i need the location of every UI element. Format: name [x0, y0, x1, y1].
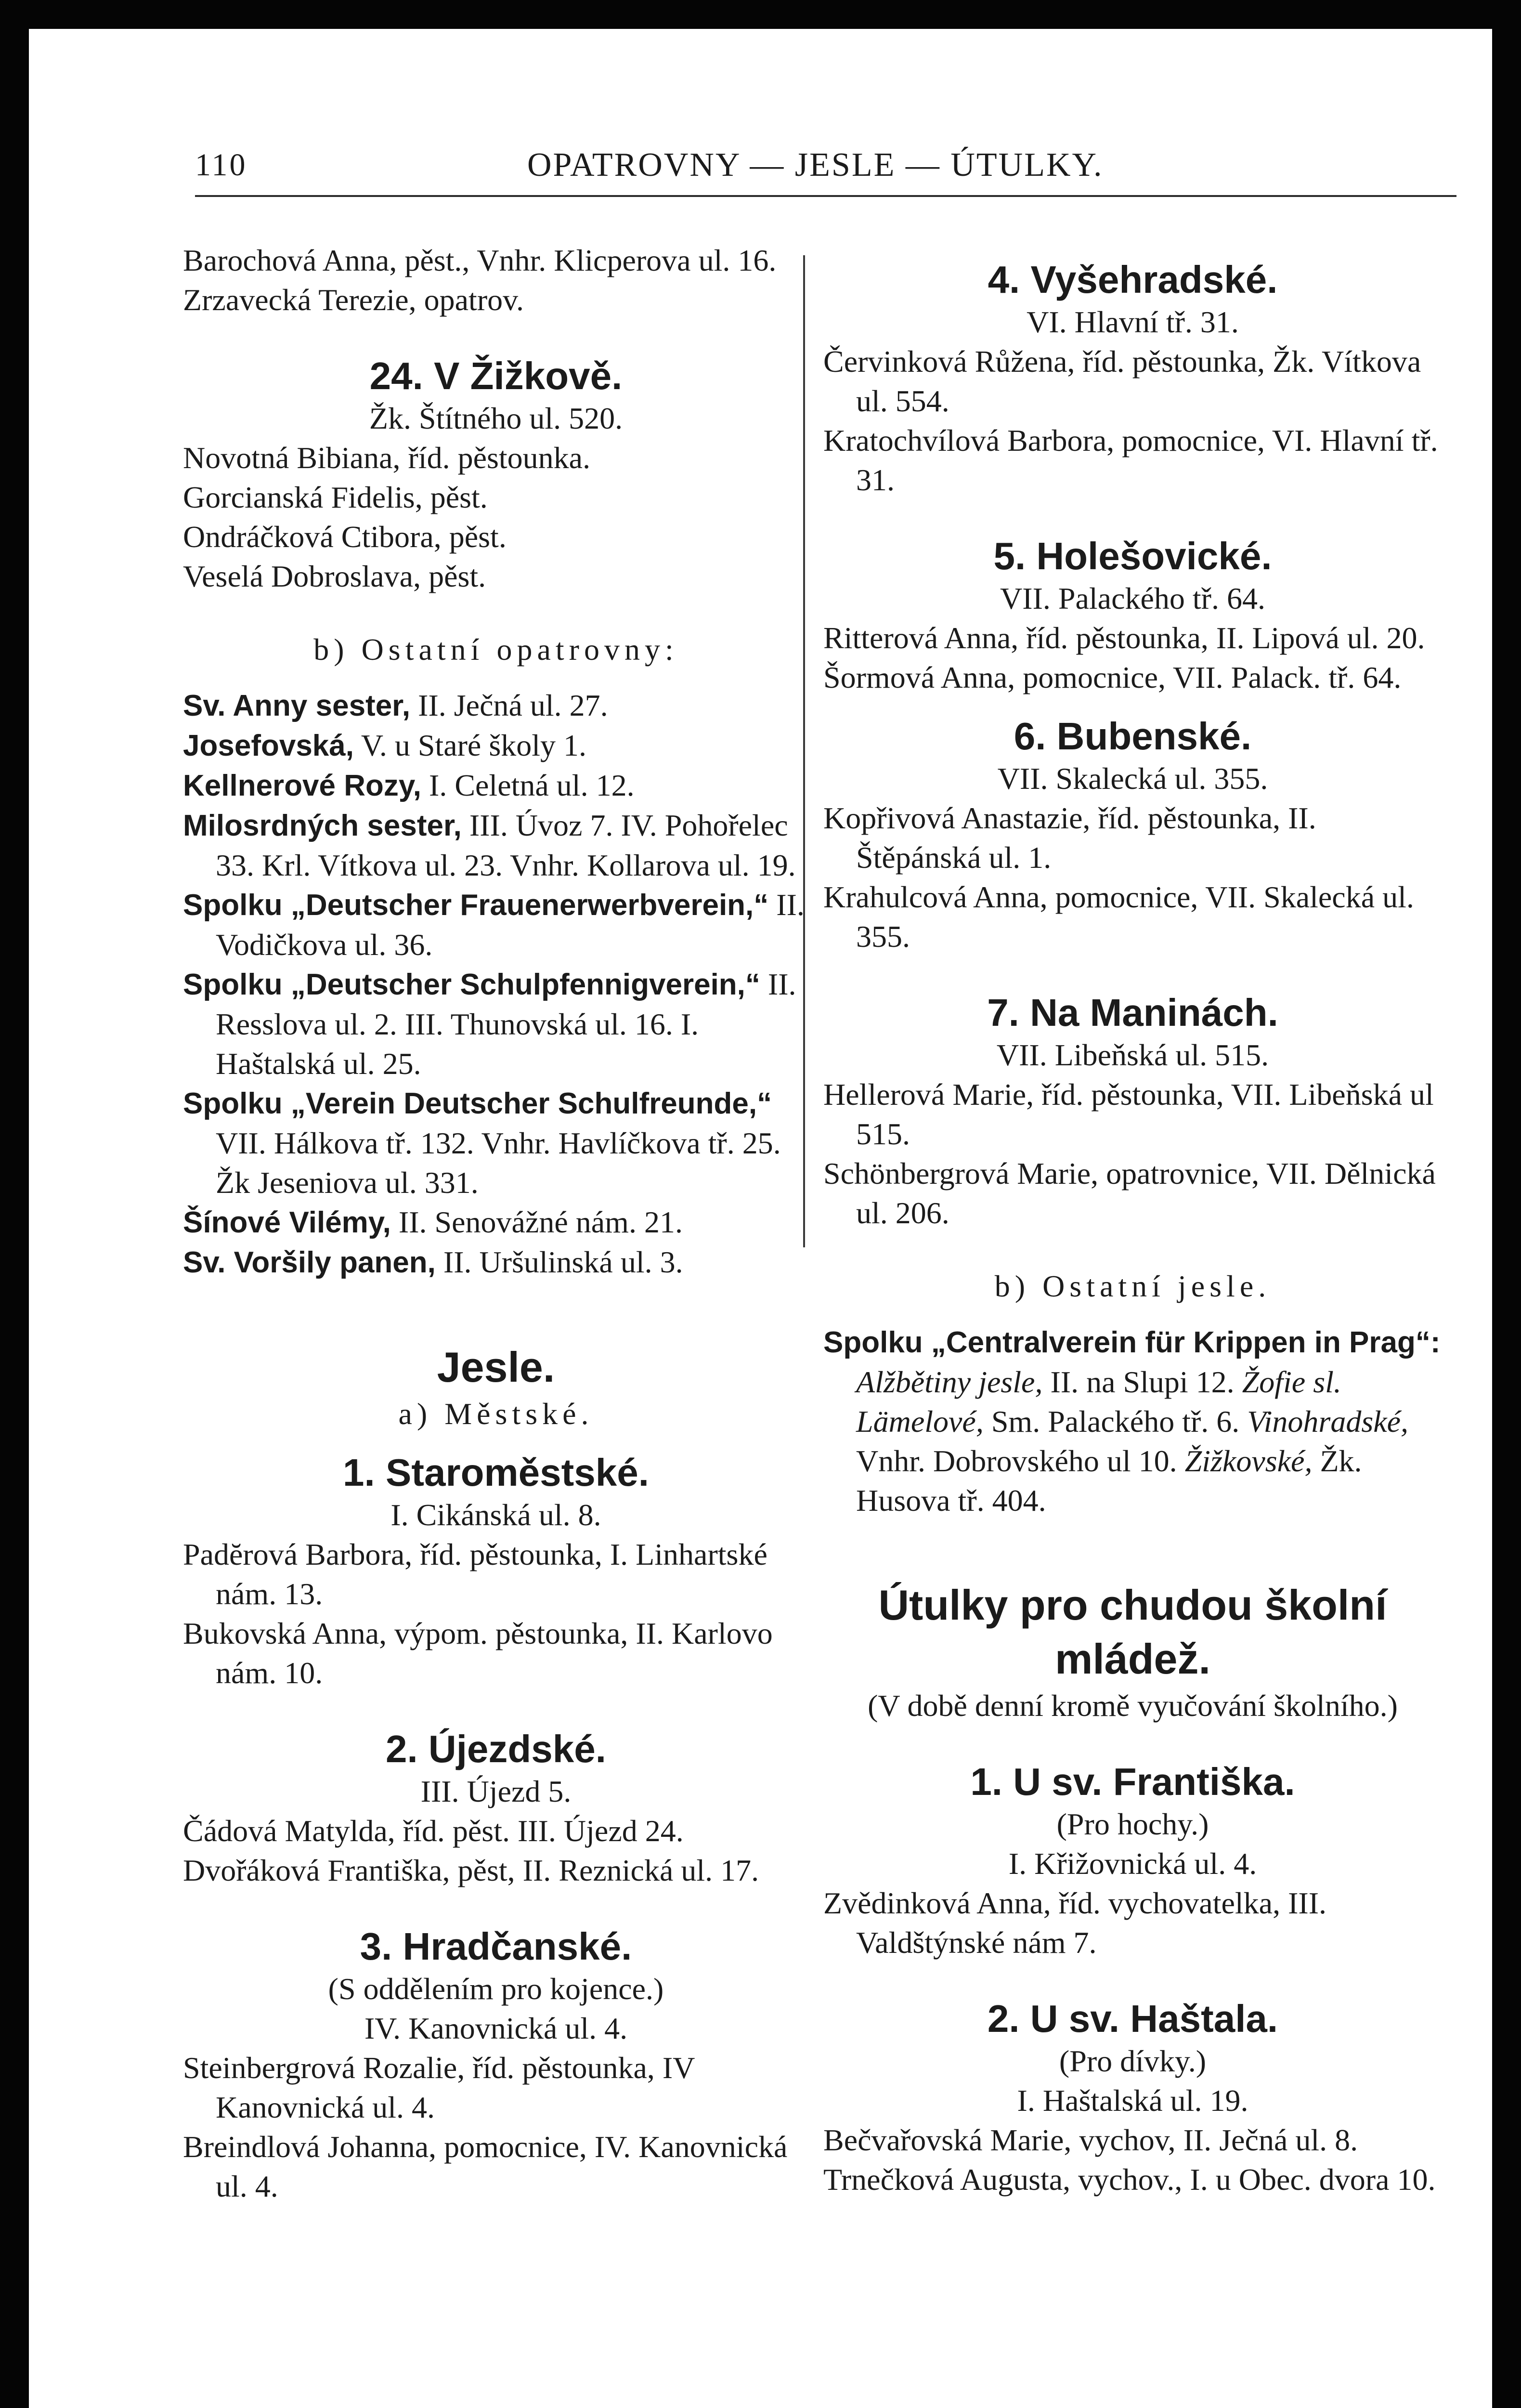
list-item: Sv. Voršily panen, II. Uršulinská ul. 3.	[183, 1245, 683, 1279]
list-item: Bukovská Anna, výpom. pěstounka, II. Karlovo nám. 10.	[183, 1616, 773, 1690]
list-item: Steinbergrová Rozalie, říd. pěstounka, IV Kanovnická ul. 4.	[183, 2051, 695, 2124]
section-title: 7. Na Maninách.	[987, 991, 1278, 1034]
section-address: I. Haštalská ul. 19.	[1017, 2083, 1248, 2118]
section-title: 1. Staroměstské.	[343, 1451, 649, 1494]
list-item: Krahulcová Anna, pomocnice, VII. Skalecká ul. 355.	[823, 880, 1414, 954]
section-title: 1. U sv. Františka.	[970, 1760, 1295, 1803]
chapter-title-jesle: Jesle.	[437, 1343, 555, 1391]
list-item: Sv. Anny sester, II. Ječná ul. 27.	[183, 688, 608, 722]
list-item: Padĕrová Barbora, říd. pěstounka, I. Linhartské nám. 13.	[183, 1537, 767, 1611]
page-header	[195, 137, 1456, 205]
subsection-title-ostatni-opatrovny: b) Ostatní opatrovny:	[313, 632, 678, 667]
section-title: 2. U sv. Haštala.	[987, 1997, 1278, 2040]
list-item: Bečvařovská Marie, vychov, II. Ječná ul. 8.	[823, 2123, 1358, 2157]
section-address: VI. Hlavní tř. 31.	[1027, 305, 1239, 339]
list-item: Kellnerové Rozy, I. Celetná ul. 12.	[183, 768, 635, 802]
book-page	[29, 29, 1492, 2408]
list-item: Ondráčková Ctibora, pěst.	[183, 520, 507, 554]
list-item: Gorcianská Fidelis, pěst.	[183, 480, 488, 514]
section-address: I. Cikánská ul. 8.	[390, 1498, 601, 1532]
section-title: 4. Vyšehradské.	[988, 258, 1278, 301]
header-rule	[195, 195, 1456, 197]
subsection-title-ostatni-jesle: b) Ostatní jesle.	[994, 1269, 1271, 1303]
list-item: Dvořáková Františka, pěst, II. Reznická ul. 17.	[183, 1853, 759, 1887]
list-item: Hellerová Marie, říd. pěstounka, VII. Libeňská ul 515.	[823, 1077, 1434, 1151]
section-title-zizkov: 24. V Žižkově.	[369, 354, 623, 397]
list-item: Spolku „Centralverein für Krippen in Prag“: Alžbětiny jesle, II. na Slupi 12. Žofie sl. Lämelové, Sm. Palackého tř. 6. Vinohradské, Vnhr. Dobrovského ul 10. Žižkovské, Žk. Husova tř. 404.	[823, 1326, 1441, 1518]
section-note: (Pro hochy.)	[1056, 1807, 1209, 1841]
section-address: VII. Libeňská ul. 515.	[996, 1038, 1269, 1072]
list-item: Šínové Vilémy, II. Senovážné nám. 21.	[183, 1205, 683, 1239]
list-item: Šormová Anna, pomocnice, VII. Palack. tř. 64.	[823, 660, 1402, 694]
list-item: Spolku „Verein Deutscher Schulfreunde,“ VII. Hálkova tř. 132. Vnhr. Havlíčkova tř. 25. Žk Jeseniova ul. 331.	[183, 1087, 781, 1200]
subsection-title-mestske: a) Městské.	[398, 1397, 594, 1431]
list-item: Zrzavecká Terezie, opatrov.	[183, 283, 524, 317]
list-item: Trnečková Augusta, vychov., I. u Obec. dvora 10.	[823, 2162, 1436, 2197]
list-item: Novotná Bibiana, říd. pěstounka.	[183, 441, 591, 475]
list-item: Kopřivová Anastazie, říd. pěstounka, II. Štěpánská ul. 1.	[823, 801, 1316, 875]
list-item: Zvědinková Anna, říd. vychovatelka, III. Valdštýnské nám 7.	[823, 1886, 1326, 1960]
section-address: I. Křižovnická ul. 4.	[1008, 1846, 1257, 1881]
list-item: Spolku „Deutscher Frauenerwerbverein,“ II. Vodičkova ul. 36.	[183, 888, 805, 962]
list-item: Kratochvílová Barbora, pomocnice, VI. Hlavní tř. 31.	[823, 423, 1438, 497]
left-column	[183, 241, 809, 2206]
section-title: 5. Holešovické.	[993, 535, 1272, 577]
right-column	[823, 241, 1442, 2199]
section-note: (S oddělením pro kojence.)	[328, 1972, 664, 2006]
section-address: IV. Kanovnická ul. 4.	[364, 2011, 628, 2045]
list-item: Josefovská, V. u Staré školy 1.	[183, 728, 586, 762]
list-item: Breindlová Johanna, pomocnice, IV. Kanovnická ul. 4.	[183, 2130, 788, 2203]
section-address: Žk. Štítného ul. 520.	[369, 401, 623, 435]
chapter-note: (V době denní kromě vyučování školního.)	[868, 1688, 1398, 1723]
list-item: Barochová Anna, pěst., Vnhr. Klicperova ul. 16.	[183, 243, 777, 277]
section-title: 6. Bubenské.	[1014, 715, 1252, 758]
section-address: VII. Skalecká ul. 355.	[997, 761, 1268, 796]
list-item: Schönbergrová Marie, opatrovnice, VII. Dělnická ul. 206.	[823, 1156, 1436, 1230]
list-item: Milosrdných sester, III. Úvoz 7. IV. Pohořelec 33. Krl. Vítkova ul. 23. Vnhr. Kollarova ul. 19.	[183, 808, 796, 882]
section-address: VII. Palackého tř. 64.	[1000, 581, 1265, 615]
section-title: 2. Újezdské.	[385, 1727, 606, 1770]
list-item: Spolku „Deutscher Schulpfennigverein,“ II. Resslova ul. 2. III. Thunovská ul. 16. I. Haštalská ul. 25.	[183, 967, 796, 1081]
list-item: Veselá Dobroslava, pěst.	[183, 559, 486, 593]
section-address: III. Újezd 5.	[420, 1774, 572, 1808]
list-item: Čádová Matylda, říd. pěst. III. Újezd 24.	[183, 1814, 684, 1848]
page-number: 110	[195, 147, 247, 183]
list-item: Červinková Růžena, říd. pěstounka, Žk. Vítkova ul. 554.	[823, 344, 1421, 418]
section-title: 3. Hradčanské.	[360, 1925, 632, 1968]
section-note: (Pro dívky.)	[1059, 2044, 1207, 2078]
list-item: Ritterová Anna, říd. pěstounka, II. Lipová ul. 20.	[823, 621, 1425, 655]
running-title: OPATROVNY — JESLE — ÚTULKY.	[527, 146, 1104, 183]
chapter-title-utulky: Útulky pro chudou školní mládež.	[878, 1581, 1387, 1683]
